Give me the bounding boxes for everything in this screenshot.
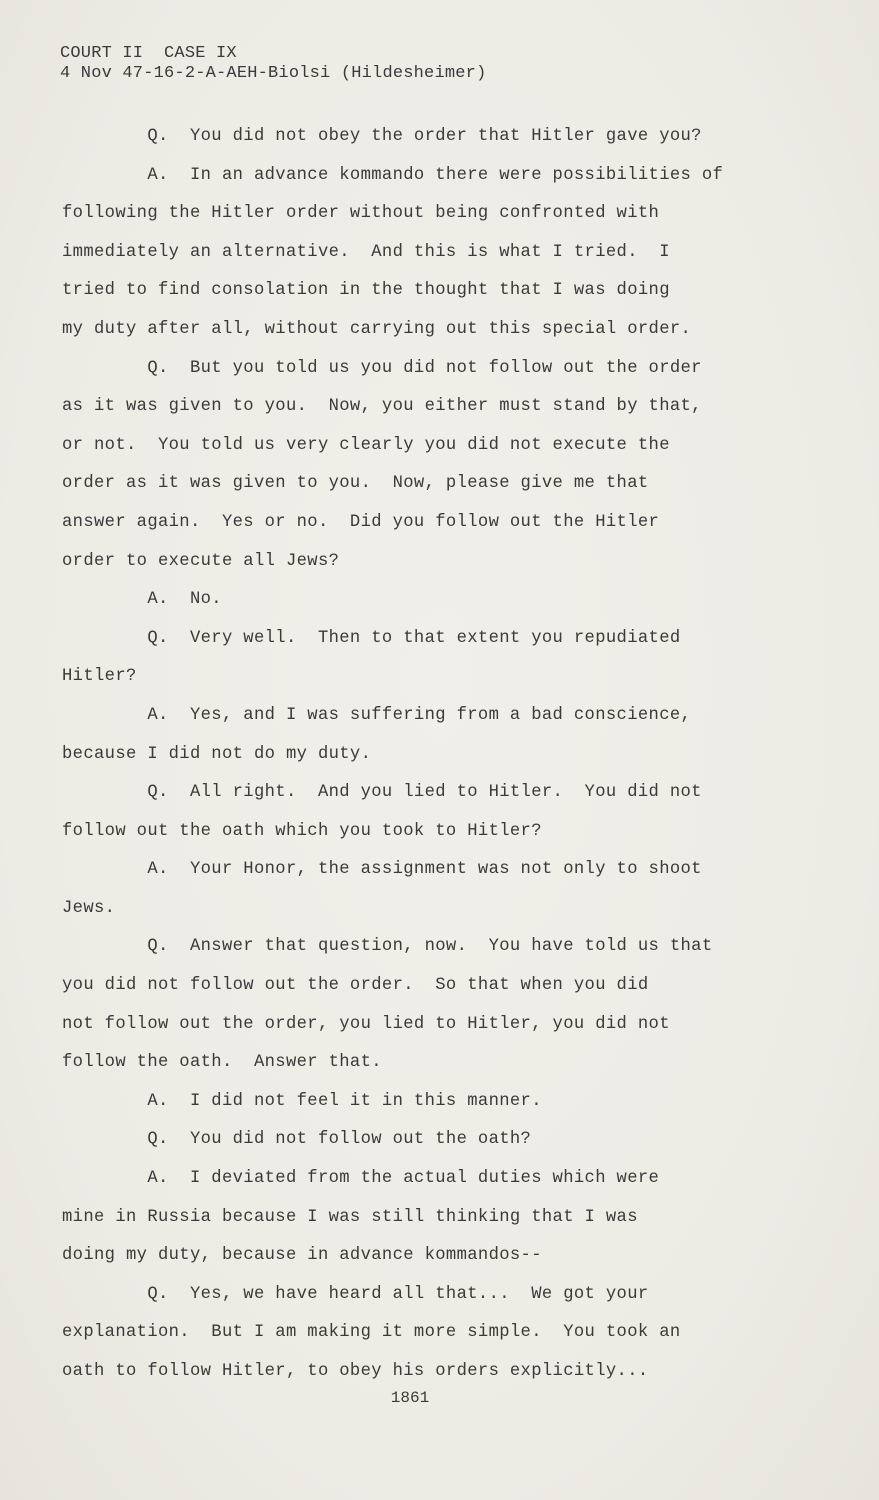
transcript-line: not follow out the order, you lied to Hitler, you did not xyxy=(62,1014,670,1034)
transcript-line: Jews. xyxy=(62,898,116,918)
transcript-line: as it was given to you. Now, you either must stand by that, xyxy=(62,397,702,417)
transcript-line: A. I did not feel it in this manner. xyxy=(62,1091,542,1111)
transcript-line: explanation. But I am making it more simple. You took an xyxy=(62,1323,681,1343)
transcript-line: A. No. xyxy=(62,590,222,610)
transcript-line: order as it was given to you. Now, please give me that xyxy=(62,474,649,494)
transcript-line: Q. Answer that question, now. You have told us that xyxy=(62,937,713,957)
transcript-line: Q. Very well. Then to that extent you repudiated xyxy=(62,628,681,648)
transcript-line: Q. All right. And you lied to Hitler. You did not xyxy=(62,783,702,803)
transcript-line: Q. Yes, we have heard all that... We got your xyxy=(62,1284,649,1304)
transcript-line: Q. You did not follow out the oath? xyxy=(62,1130,532,1150)
transcript-line: you did not follow out the order. So that when you did xyxy=(62,976,649,996)
transcript-line: A. Your Honor, the assignment was not only to shoot xyxy=(62,860,702,880)
transcript-line: mine in Russia because I was still thinking that I was xyxy=(62,1207,638,1227)
transcript-line: follow the oath. Answer that. xyxy=(62,1053,382,1073)
transcript-line: follow out the oath which you took to Hitler? xyxy=(62,821,542,841)
transcript-line: immediately an alternative. And this is what I tried. I xyxy=(62,242,670,262)
transcript-body xyxy=(62,118,782,1392)
transcript-line: Hitler? xyxy=(62,667,137,687)
transcript-line: order to execute all Jews? xyxy=(62,551,340,571)
transcript-line: oath to follow Hitler, to obey his orders explicitly... xyxy=(62,1362,649,1381)
header-date-reference: 4 Nov 47-16-2-A-AEH-Biolsi (Hildesheimer) xyxy=(60,64,487,83)
transcript-line: Q. You did not obey the order that Hitler gave you? xyxy=(62,127,702,146)
transcript-line: answer again. Yes or no. Did you follow out the Hitler xyxy=(62,512,660,532)
document-header xyxy=(60,44,486,84)
transcript-line: because I did not do my duty. xyxy=(62,744,372,764)
page-number: 1861 xyxy=(390,1389,430,1407)
transcript-line: Q. But you told us you did not follow out the order xyxy=(62,358,702,378)
transcript-line: tried to find consolation in the thought that I was doing xyxy=(62,281,670,301)
transcript-line: A. Yes, and I was suffering from a bad conscience, xyxy=(62,705,692,725)
transcript-line: following the Hitler order without being confronted with xyxy=(62,204,660,224)
transcript-line: doing my duty, because in advance kommandos-- xyxy=(62,1246,542,1266)
header-court-case: COURT II CASE IX xyxy=(60,44,237,63)
transcript-line: A. I deviated from the actual duties which were xyxy=(62,1169,660,1189)
transcript-line: or not. You told us very clearly you did not execute the xyxy=(62,435,670,455)
transcript-line: A. In an advance kommando there were possibilities of xyxy=(62,165,724,185)
transcript-line: my duty after all, without carrying out this special order. xyxy=(62,319,692,339)
